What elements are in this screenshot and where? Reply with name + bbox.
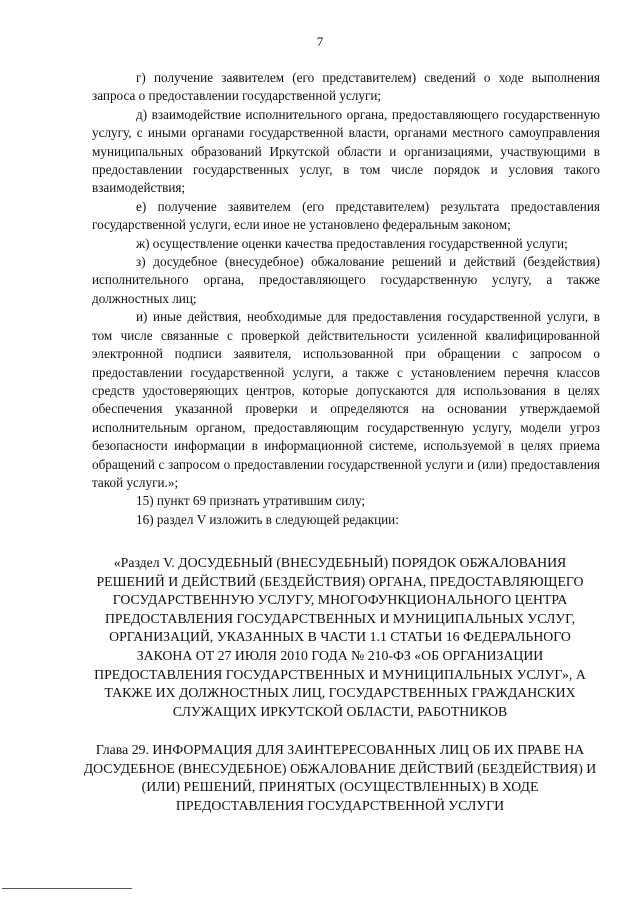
section-heading: «Раздел V. ДОСУДЕБНЫЙ (ВНЕСУДЕБНЫЙ) ПОРЯДОК ОБЖАЛОВАНИЯ РЕШЕНИЙ И ДЕЙСТВИЙ (БЕЗДЕЙСТВИЯ) ОРГАНА, ПРЕДОСТАВЛЯЮЩЕГО ГОСУДАРСТВЕННУЮ УСЛУГУ, МНОГОФУНКЦИОНАЛЬНОГО ЦЕНТРА ПРЕДОСТАВЛЕНИЯ ГОСУДАРСТВЕННЫХ И МУНИЦИПАЛЬНЫХ УСЛУГ, ОРГАНИЗАЦИЙ, УКАЗАННЫХ В ЧАСТИ 1.1 СТАТЬИ 16 ФЕДЕРАЛЬНОГО ЗАКОНА ОТ 27 ИЮЛЯ 2010 ГОДА № 210-ФЗ «ОБ ОРГАНИЗАЦИИ ПРЕДОСТАВЛЕНИЯ ГОСУДАРСТВЕННЫХ И МУНИЦИПАЛЬНЫХ УСЛУГ», А ТАКЖЕ ИХ ДОЛЖНОСТНЫХ ЛИЦ, ГОСУДАРСТВЕННЫХ ГРАЖДАНСКИХ СЛУЖАЩИХ ИРКУТСКОЙ ОБЛАСТИ, РАБОТНИКОВ xyxy=(94,555,586,719)
chapter-heading: Глава 29. ИНФОРМАЦИЯ ДЛЯ ЗАИНТЕРЕСОВАННЫХ ЛИЦ ОБ ИХ ПРАВЕ НА ДОСУДЕБНОЕ (ВНЕСУДЕБНОЕ) ОБЖАЛОВАНИЕ ДЕЙСТВИЙ (БЕЗДЕЙСТВИЯ) И (ИЛИ) РЕШЕНИЙ, ПРИНЯТЫХ (ОСУЩЕСТВЛЕННЫХ) В ХОДЕ ПРЕДОСТАВЛЕНИЯ ГОСУДАРСТВЕННОЙ УСЛУГИ xyxy=(83,742,597,813)
paragraph-z: з) досудебное (внесудебное) обжалование решений и действий (бездействия) исполнительного органа, предоставляющего государственную услугу, а также должностных лиц; xyxy=(92,254,600,306)
paragraph-d: д) взаимодействие исполнительного органа, предоставляющего государственную услугу, с иными органами государственной власти, органами местного самоуправления муниципальных образований Иркутской области и организациями, участвующими в предоставлении государственных услуг, в том числе порядок и условия такого взаимодействия; xyxy=(92,106,600,196)
paragraph-item-15: 15) пункт 69 признать утратившим силу; xyxy=(136,493,366,509)
page-number: 7 xyxy=(316,34,324,49)
footnote-separator xyxy=(2,888,132,889)
paragraph-item-16: 16) раздел V изложить в следующей редакции: xyxy=(136,511,399,527)
paragraph-zh: ж) осуществление оценки качества предоставления государственной услуги; xyxy=(136,235,568,251)
paragraph-g: г) получение заявителем (его представителем) сведений о ходе выполнения запроса о предоставлении государственной услуги; xyxy=(92,70,600,104)
paragraph-e: е) получение заявителем (его представителем) результата предоставления государственной услуги, если иное не установлено федеральным законом; xyxy=(92,198,600,233)
paragraph-i: и) иные действия, необходимые для предоставления государственной услуги, в том числе связанные с проверкой действительности усиленной квалифицированной электронной подписи заявителя, использованной при обращении с запросом о предоставлении государственной услуги, а также с установлением перечня классов средств удостоверяющих центров, которые допускаются для использования в целях обеспечения указанной проверки и определяются на основании утверждаемой исполнительным органом, предоставляющим государственную услугу, модели угроз безопасности информации в информационной системе, используемой в целях приема обращений с запросом о предоставлении государственной услуги и (или) предоставления такой услуги.»; xyxy=(92,309,600,490)
document-body xyxy=(92,69,600,529)
